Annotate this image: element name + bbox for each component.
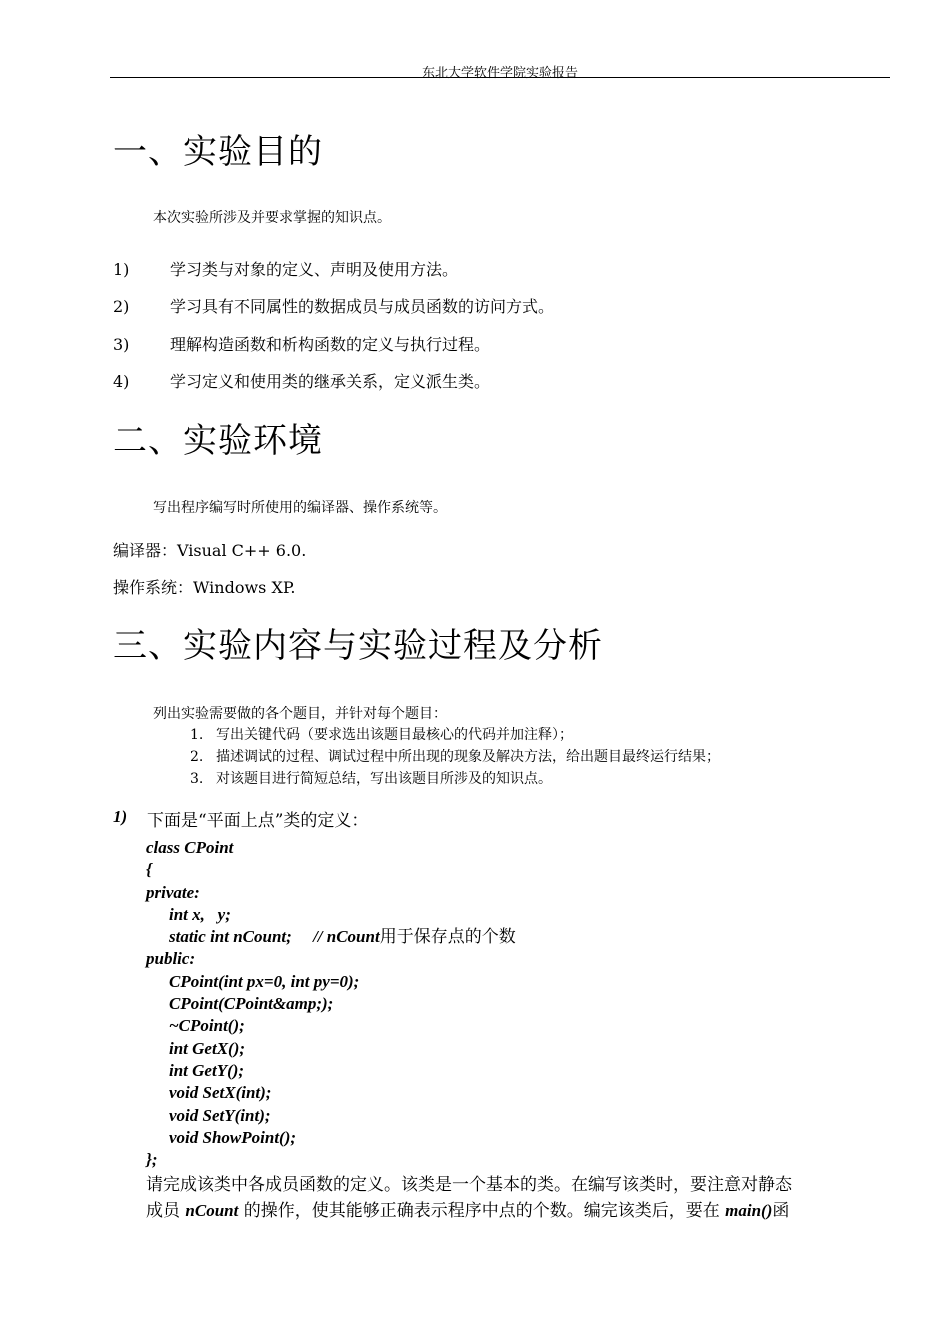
list-item [113,257,458,280]
list-item-text: 学习类与对象的定义、声明及使用方法。 [170,260,459,279]
desc-text: 成员 [146,1201,186,1221]
code-line: { [146,860,152,880]
code-block [146,837,516,1171]
list-item-number: 1. [190,727,204,743]
section-intro-content: 列出实验需要做的各个题目，并针对每个题目： [153,706,447,722]
code-text: static int nCount; // nCount [169,927,380,947]
desc-code: main() [725,1201,773,1220]
code-line: void ShowPoint(); [169,1127,297,1147]
list-item-text: 学习定义和使用类的继承关系，定义派生类。 [170,372,491,391]
list-item-number: 2. [190,749,204,765]
desc-code: nCount [185,1201,239,1220]
list-item-number: 3) [113,335,130,354]
code-line: private: [146,882,200,902]
desc-text: 函 [772,1201,790,1221]
section-heading-content: 三、实验内容与实验过程及分析 [113,626,603,666]
code-comment: 用于保存点的个数 [379,927,516,948]
section-intro-purpose: 本次实验所涉及并要求掌握的知识点。 [153,210,391,226]
list-item-text: 写出关键代码（要求选出该题目最核心的代码并加注释）； [216,727,573,743]
code-line [146,926,516,948]
list-item-number: 3. [190,771,204,787]
desc-text: 的操作，使其能够正确表示程序中点的个数。编完该类后，要在 [238,1201,726,1221]
code-line: void SetX(int); [169,1083,272,1103]
header-rule [110,77,890,78]
problem-description-line [146,1196,789,1221]
list-item [113,294,554,317]
os-line: 操作系统：Windows XP. [113,578,296,597]
list-item [190,724,573,744]
code-line: void SetY(int); [169,1105,271,1125]
code-line: int x, y; [169,904,231,924]
list-item [113,332,490,355]
code-line: }; [146,1150,158,1170]
list-item [190,768,552,788]
problem-number: 1) [113,807,128,826]
list-item-text: 对该题目进行简短总结，写出该题目所涉及的知识点。 [216,771,552,787]
code-line: int GetX(); [169,1038,246,1058]
code-line: ~CPoint(); [169,1016,245,1036]
section-intro-environment: 写出程序编写时所使用的编译器、操作系统等。 [153,500,447,516]
list-item [190,746,720,766]
list-item [113,369,490,392]
problem-statement: 下面是“平面上点”类的定义： [147,811,369,831]
list-item-text: 描述调试的过程、调试过程中所出现的现象及解决方法，给出题目最终运行结果； [216,749,720,765]
compiler-line: 编译器：Visual C++ 6.0. [113,541,307,560]
code-line: class CPoint [146,838,234,857]
list-item-text: 理解构造函数和析构函数的定义与执行过程。 [170,335,491,354]
section-heading-purpose: 一、实验目的 [113,132,323,172]
list-item-number: 2) [113,297,130,316]
code-line: CPoint(int px=0, int py=0); [169,971,360,991]
page-header: 东北大学软件学院实验报告 [421,66,578,81]
code-line: CPoint(CPoint&amp;); [169,994,334,1014]
problem-description-line: 请完成该类中各成员函数的定义。该类是一个基本的类。在编写该类时，要注意对静态 [146,1175,792,1195]
list-item-number: 1) [113,260,130,279]
code-line: int GetY(); [169,1060,245,1080]
section-heading-environment: 二、实验环境 [113,421,323,461]
list-item-text: 学习具有不同属性的数据成员与成员函数的访问方式。 [170,297,555,316]
code-line: public: [146,949,196,969]
list-item-number: 4) [113,372,130,391]
